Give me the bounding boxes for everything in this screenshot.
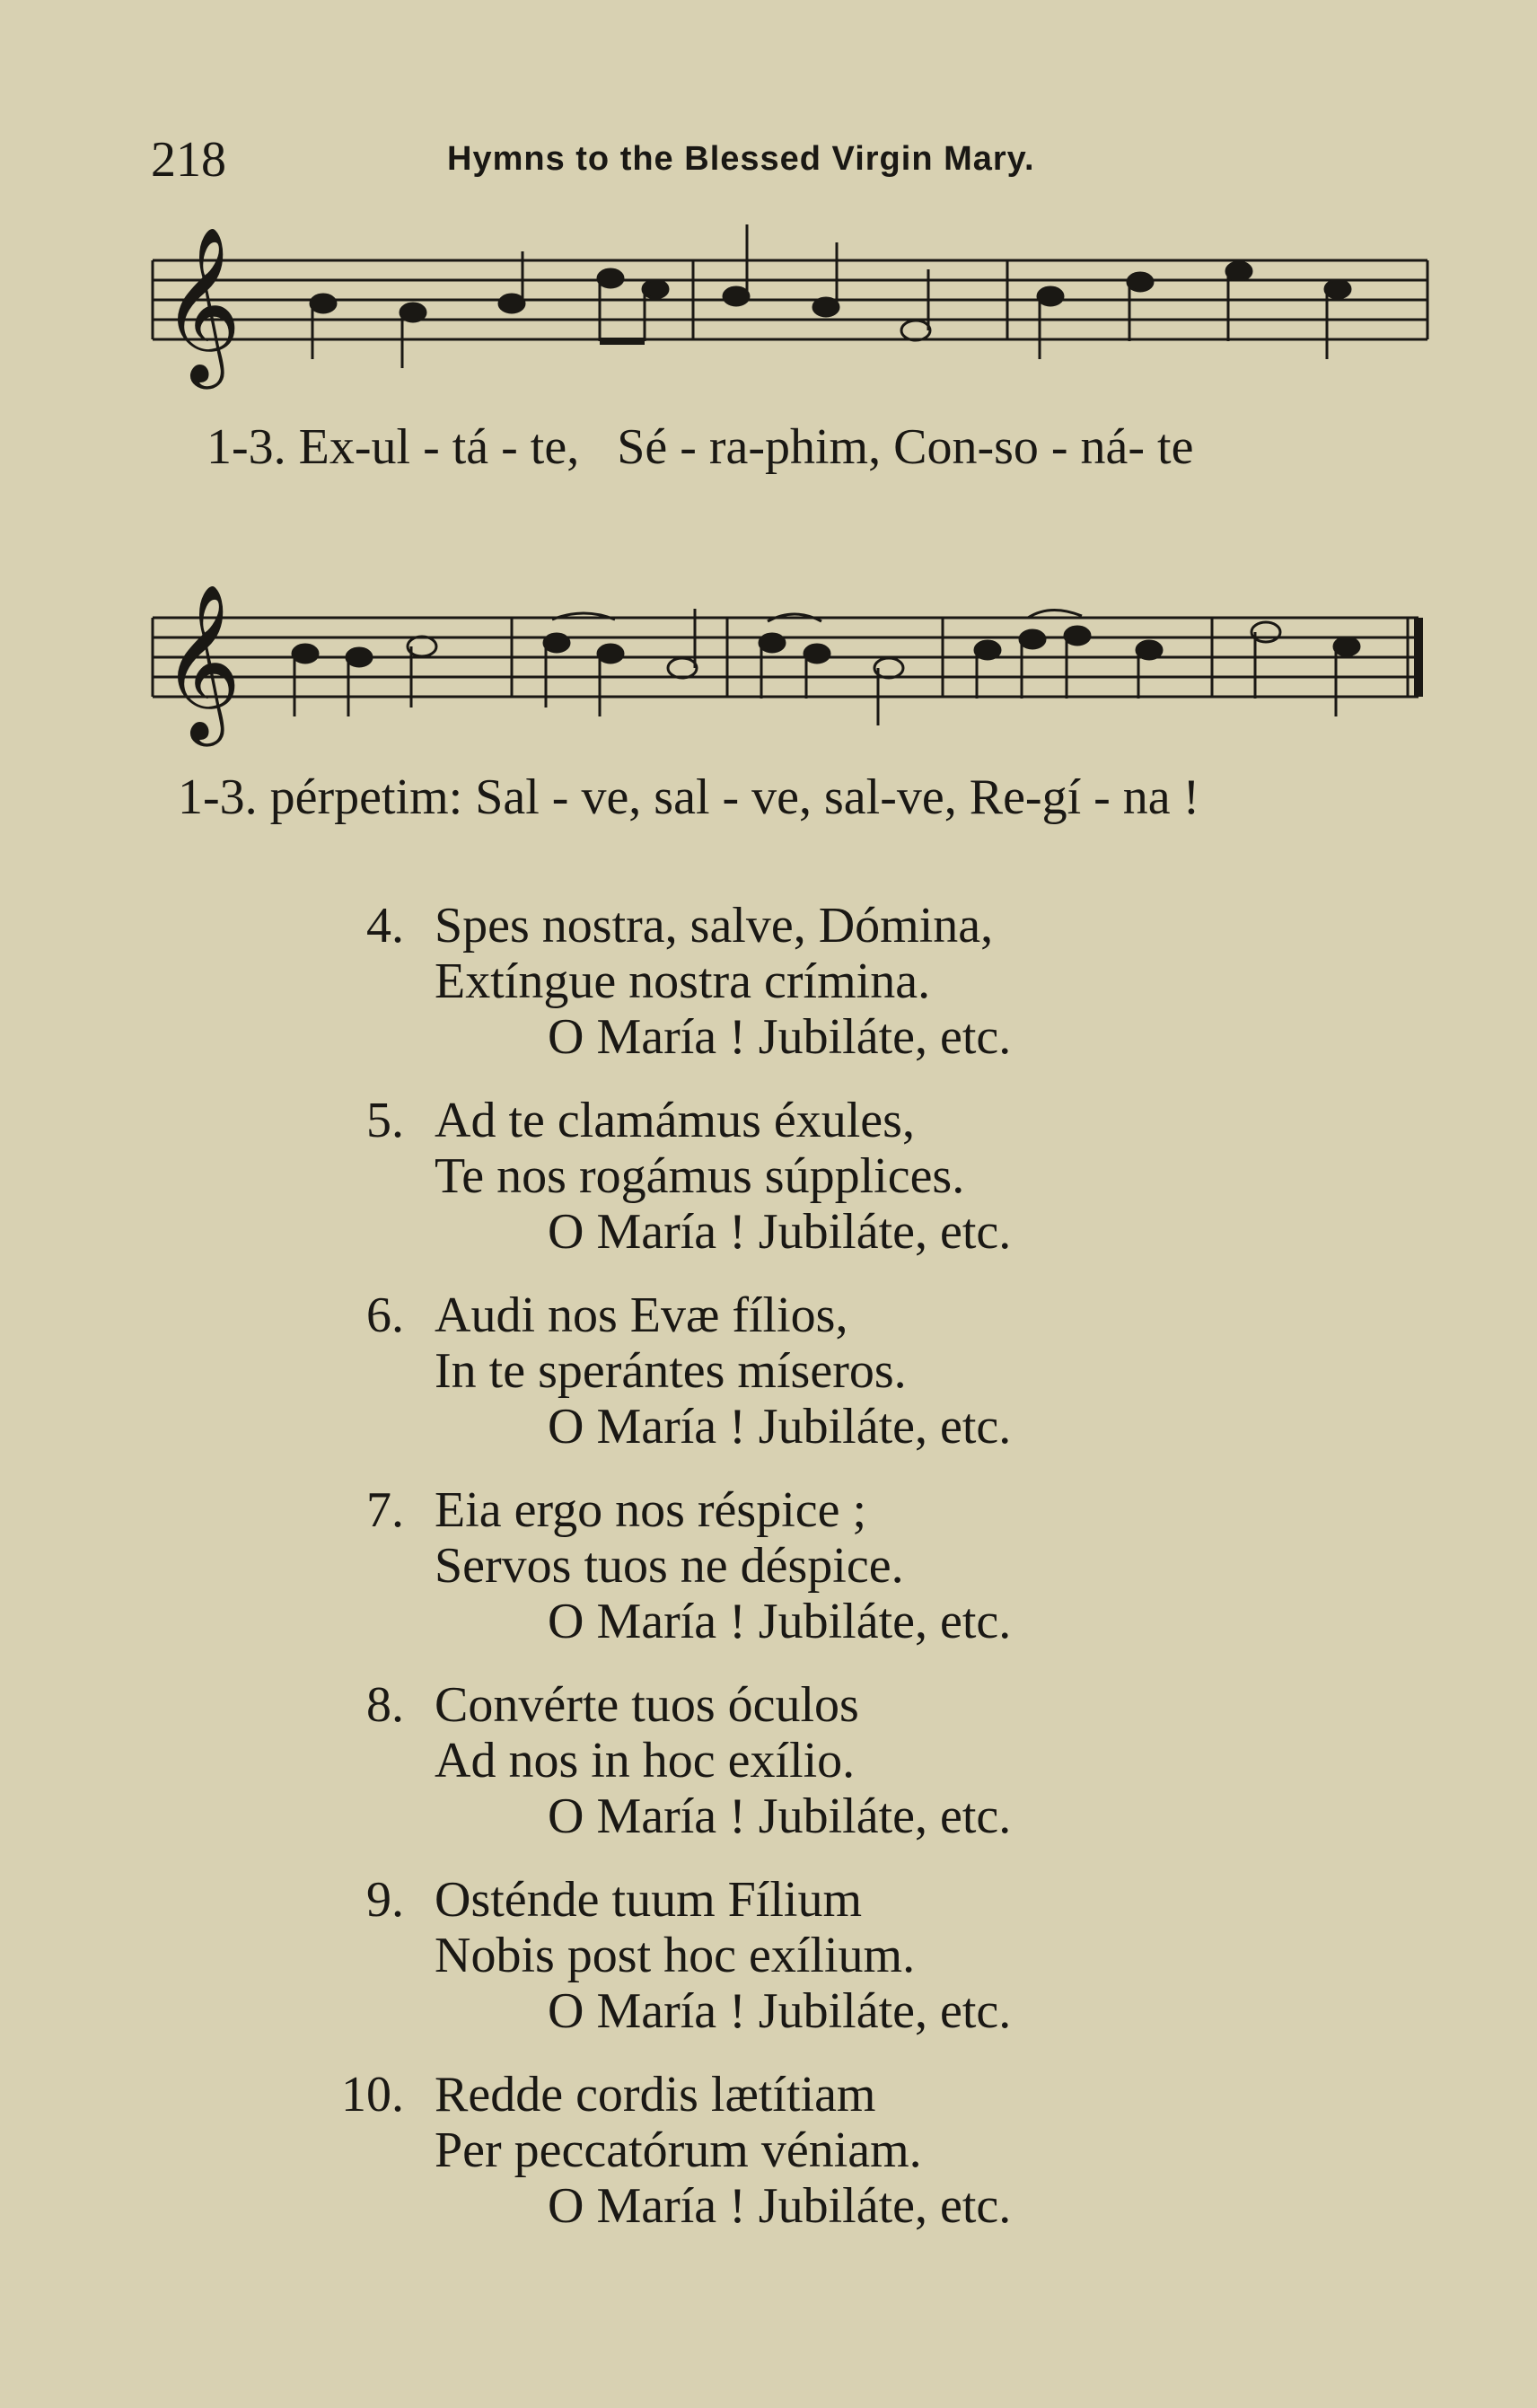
verse-number: 8. xyxy=(366,1677,404,1733)
verse-refrain: O María ! Jubiláte, etc. xyxy=(548,1983,1012,2039)
verse-number: 6. xyxy=(366,1287,404,1343)
staff-1-lyric: 1-3. Ex-ul - tá - te, Sé - ra-phim, Con-so - ná- te xyxy=(206,419,1194,475)
treble-clef-icon: 𝄞 xyxy=(162,226,242,382)
verse-refrain: O María ! Jubiláte, etc. xyxy=(548,1399,1012,1454)
verse-line: Osténde tuum Fílium xyxy=(435,1872,862,1928)
verse-line: Eia ergo nos réspice ; xyxy=(435,1482,867,1538)
verse-number: 9. xyxy=(366,1872,404,1928)
verse-line: Ad nos in hoc exílio. xyxy=(435,1733,856,1788)
verse-refrain: O María ! Jubiláte, etc. xyxy=(548,1009,1012,1065)
verse-line: Per peccatórum véniam. xyxy=(435,2122,922,2178)
verse-refrain: O María ! Jubiláte, etc. xyxy=(548,2178,1012,2234)
verse-line: Convérte tuos óculos xyxy=(435,1677,859,1733)
verse-line: In te sperántes míseros. xyxy=(435,1343,907,1399)
verse-number: 4. xyxy=(366,898,404,954)
verse-refrain: O María ! Jubiláte, etc. xyxy=(548,1788,1012,1844)
verse-number: 5. xyxy=(366,1093,404,1148)
staff-2-lyric: 1-3. pérpetim: Sal - ve, sal - ve, sal-ve, Re-gí - na ! xyxy=(178,769,1200,825)
music-staff-1 xyxy=(144,224,1436,404)
running-title: Hymns to the Blessed Virgin Mary. xyxy=(447,140,1035,178)
music-staff-2 xyxy=(144,582,1436,761)
verse-number: 10. xyxy=(341,2067,404,2122)
verse-line: Audi nos Evæ fílios, xyxy=(435,1287,848,1343)
verse-number: 7. xyxy=(366,1482,404,1538)
verse-refrain: O María ! Jubiláte, etc. xyxy=(548,1594,1012,1649)
verse-refrain: O María ! Jubiláte, etc. xyxy=(548,1204,1012,1260)
page-number: 218 xyxy=(151,132,226,188)
verse-line: Te nos rogámus súpplices. xyxy=(435,1148,965,1204)
treble-clef-icon: 𝄞 xyxy=(162,584,242,740)
verse-line: Extíngue nostra crímina. xyxy=(435,954,931,1009)
verse-line: Spes nostra, salve, Dómina, xyxy=(435,898,994,954)
verse-line: Redde cordis lætítiam xyxy=(435,2067,876,2122)
verse-line: Servos tuos ne déspice. xyxy=(435,1538,904,1594)
verse-line: Ad te clamámus éxules, xyxy=(435,1093,915,1148)
verse-line: Nobis post hoc exílium. xyxy=(435,1928,916,1983)
